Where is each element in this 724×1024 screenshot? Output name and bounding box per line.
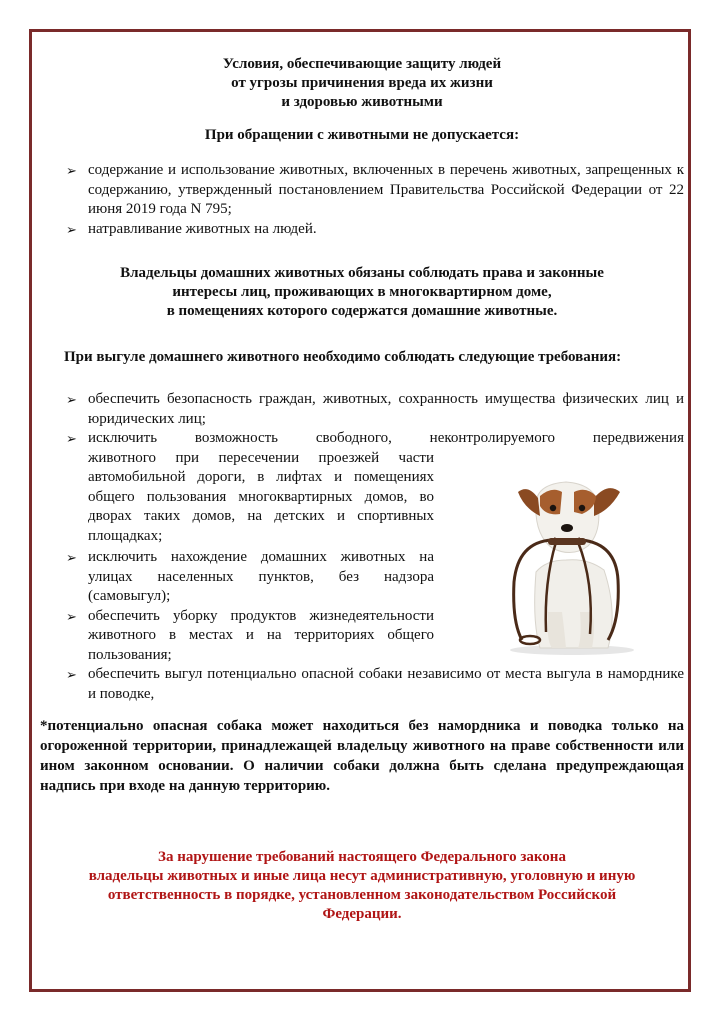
list-item: ➢ обеспечить выгул потенциально опасной собаки независимо от места выгула в наморднике и поводке, (66, 666, 684, 702)
walk-requirements-list-continued (66, 548, 434, 665)
warning-line: владельцы животных и иные лица несут административную, уголовную и иную (88, 868, 636, 884)
warning-line: За нарушение требований настоящего Федерального закона (158, 849, 566, 865)
dangerous-dog-note: *потенциально опасная собака может находиться без намордника и поводка только на огороженной территории, принадлежащей владельцу животного на праве собственности или ином законном основании. О наличии собаки должна быть сделана предупреждающая надпись при входе на данную территорию. (40, 718, 684, 794)
bullet-arrow-icon: ➢ (66, 550, 77, 565)
bullet-arrow-icon: ➢ (66, 392, 77, 407)
prohibited-heading: При обращении с животными не допускается: (204, 127, 520, 143)
list-item: ➢ исключить нахождение домашних животных на улицах населенных пунктов, без надзора (самовыгул); (66, 549, 434, 604)
bullet-arrow-icon: ➢ (66, 667, 77, 682)
walk-requirements-list-end (66, 665, 684, 704)
walk-requirements-heading: При выгуле домашнего животного необходимо соблюдать следующие требования: (64, 349, 622, 365)
title-line: от угрозы причинения вреда их жизни (231, 75, 493, 91)
list-item: ➢ натравливание животных на людей. (66, 220, 684, 240)
prohibited-list (66, 161, 684, 239)
owners-line: в помещениях которого содержатся домашние животные. (166, 303, 558, 319)
list-item: ➢ исключить возможность свободного, неконтролируемого передвижения (66, 429, 684, 449)
list-item: ➢ обеспечить уборку продуктов жизнедеятельности животного в местах и на территориях общего пользования; (66, 607, 434, 663)
list-item-continuation: животного при пересечении проезжей части автомобильной дороги, в лифтах и помещениях общего пользования многоквартирных домов, во дворах таких домов, на детских и спортивных площадках; (88, 449, 434, 544)
liability-warning (0, 848, 724, 924)
title-line: Условия, обеспечивающие защиту людей (222, 56, 502, 72)
list-item: ➢ содержание и использование животных, включенных в перечень животных, запрещенных к содержанию, утвержденный постановлением Правительства Российской Федерации от 22 июня 2019 года N 795; (66, 162, 684, 217)
title-line: и здоровью животными (281, 94, 443, 110)
document-title (0, 55, 724, 112)
dog-with-leash-image (448, 462, 682, 656)
warning-line: ответственность в порядке, установленном законодательством Российской (107, 887, 617, 903)
bullet-arrow-icon: ➢ (66, 608, 77, 624)
bullet-arrow-icon: ➢ (66, 431, 77, 446)
owners-line: интересы лиц, проживающих в многоквартирном доме, (172, 284, 552, 300)
owners-obligation (0, 264, 724, 321)
bullet-arrow-icon: ➢ (66, 221, 77, 237)
warning-line: Федерации. (322, 906, 402, 922)
owners-line: Владельцы домашних животных обязаны соблюдать права и законные (120, 265, 604, 281)
list-item: ➢ обеспечить безопасность граждан, животных, сохранность имущества физических лиц и юридических лиц; (66, 391, 684, 427)
bullet-arrow-icon: ➢ (66, 163, 77, 178)
